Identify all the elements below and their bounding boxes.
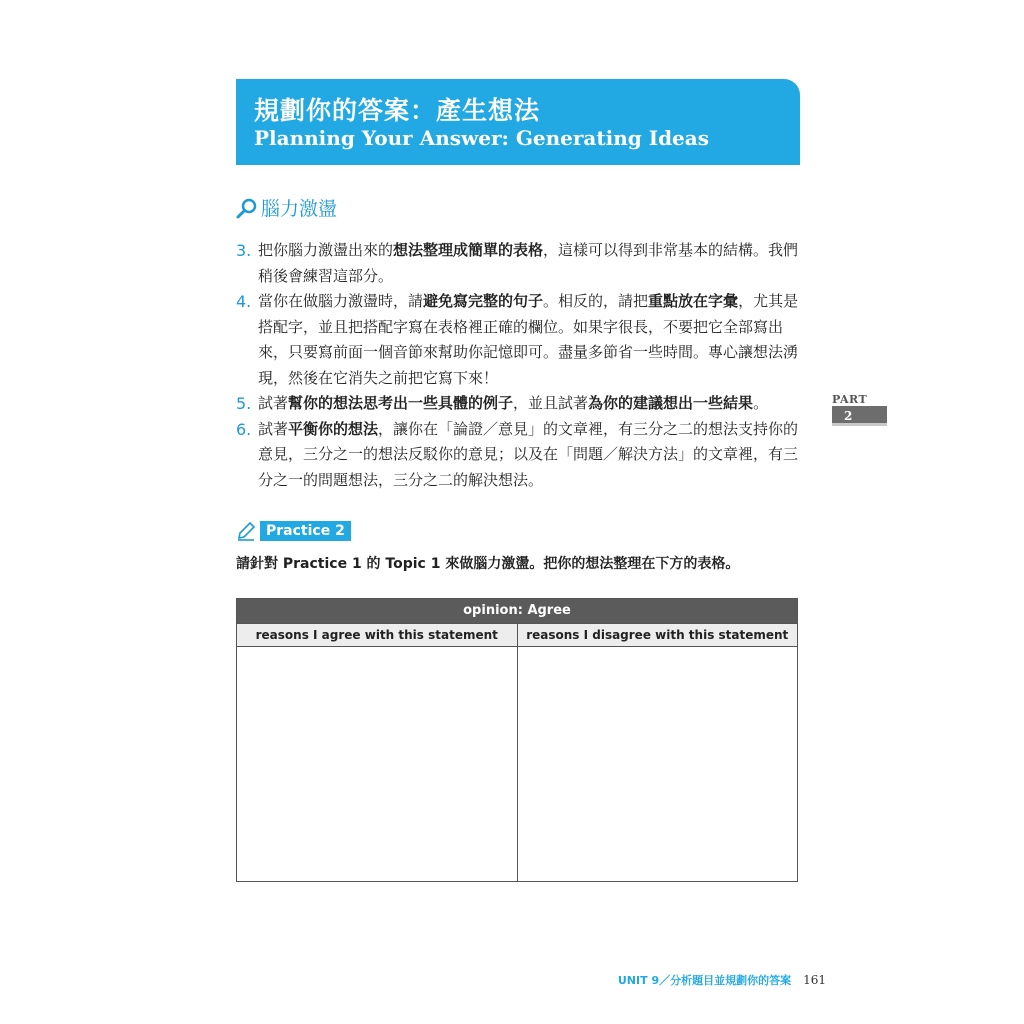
practice-heading <box>236 521 351 541</box>
disagree-cell <box>517 647 798 881</box>
item-text: 試著平衡你的想法，讓你在「論證／意見」的文章裡，有三分之二的想法支持你的意見，三分之一的想法反駁你的意見；以及在「問題／解決方法」的文章裡，有三分之一的問題想法，三分之二的解決想法。 <box>258 419 799 489</box>
item-text: 當你在做腦力激盪時，請避免寫完整的句子。相反的，請把重點放在字彙，尤其是搭配字，並且把搭配字寫在表格裡正確的欄位。如果字很長，不要把它全部寫出來，只要寫前面一個音節來幫助你記憶即可。盡量多節省一些時間。專心讓想法湧現，然後在它消失之前把它寫下來！ <box>258 292 799 387</box>
page-footer <box>618 972 826 988</box>
column-header-agree: reasons I agree with this statement <box>255 628 498 642</box>
item-number: 5. <box>236 394 252 413</box>
column-header-disagree: reasons I disagree with this statement <box>517 624 798 646</box>
magnifier-icon <box>236 197 258 219</box>
list-item <box>236 289 806 391</box>
item-text: 試著幫你的想法思考出一些具體的例子，並且試著為你的建議想出一些結果。 <box>258 394 769 412</box>
page-title-en: Planning Your Answer: Generating Ideas <box>254 126 709 150</box>
page-title-zh: 規劃你的答案：產生想法 <box>254 96 541 125</box>
practice-label: Practice 2 <box>260 521 351 541</box>
item-text: 把你腦力激盪出來的想法整理成簡單的表格，這樣可以得到非常基本的結構。我們稍後會練習這部分。 <box>258 241 799 285</box>
table-column-headers <box>237 623 797 647</box>
table-body <box>237 647 797 881</box>
part-tab <box>832 393 887 426</box>
brainstorm-table <box>236 598 798 882</box>
list-item <box>236 238 806 289</box>
practice-instruction: 請針對 Practice 1 的 Topic 1 來做腦力激盪。把你的想法整理在下方的表格。 <box>236 556 740 572</box>
title-banner <box>236 79 800 165</box>
page-number: 161 <box>803 973 826 987</box>
part-label: PART <box>832 393 868 406</box>
item-number: 6. <box>236 419 252 439</box>
pencil-icon <box>236 521 256 541</box>
footer-unit: UNIT 9／分析題目並規劃你的答案 <box>617 974 792 987</box>
table-header: opinion: Agree <box>237 599 797 623</box>
item-number: 4. <box>236 292 252 311</box>
part-number: 2 <box>832 406 887 426</box>
list-item <box>236 391 806 417</box>
tips-list <box>236 238 806 493</box>
section-heading <box>236 194 337 221</box>
item-number: 3. <box>236 241 252 260</box>
list-item <box>236 417 806 494</box>
agree-cell <box>237 647 517 881</box>
section-title: 腦力激盪 <box>261 198 338 220</box>
